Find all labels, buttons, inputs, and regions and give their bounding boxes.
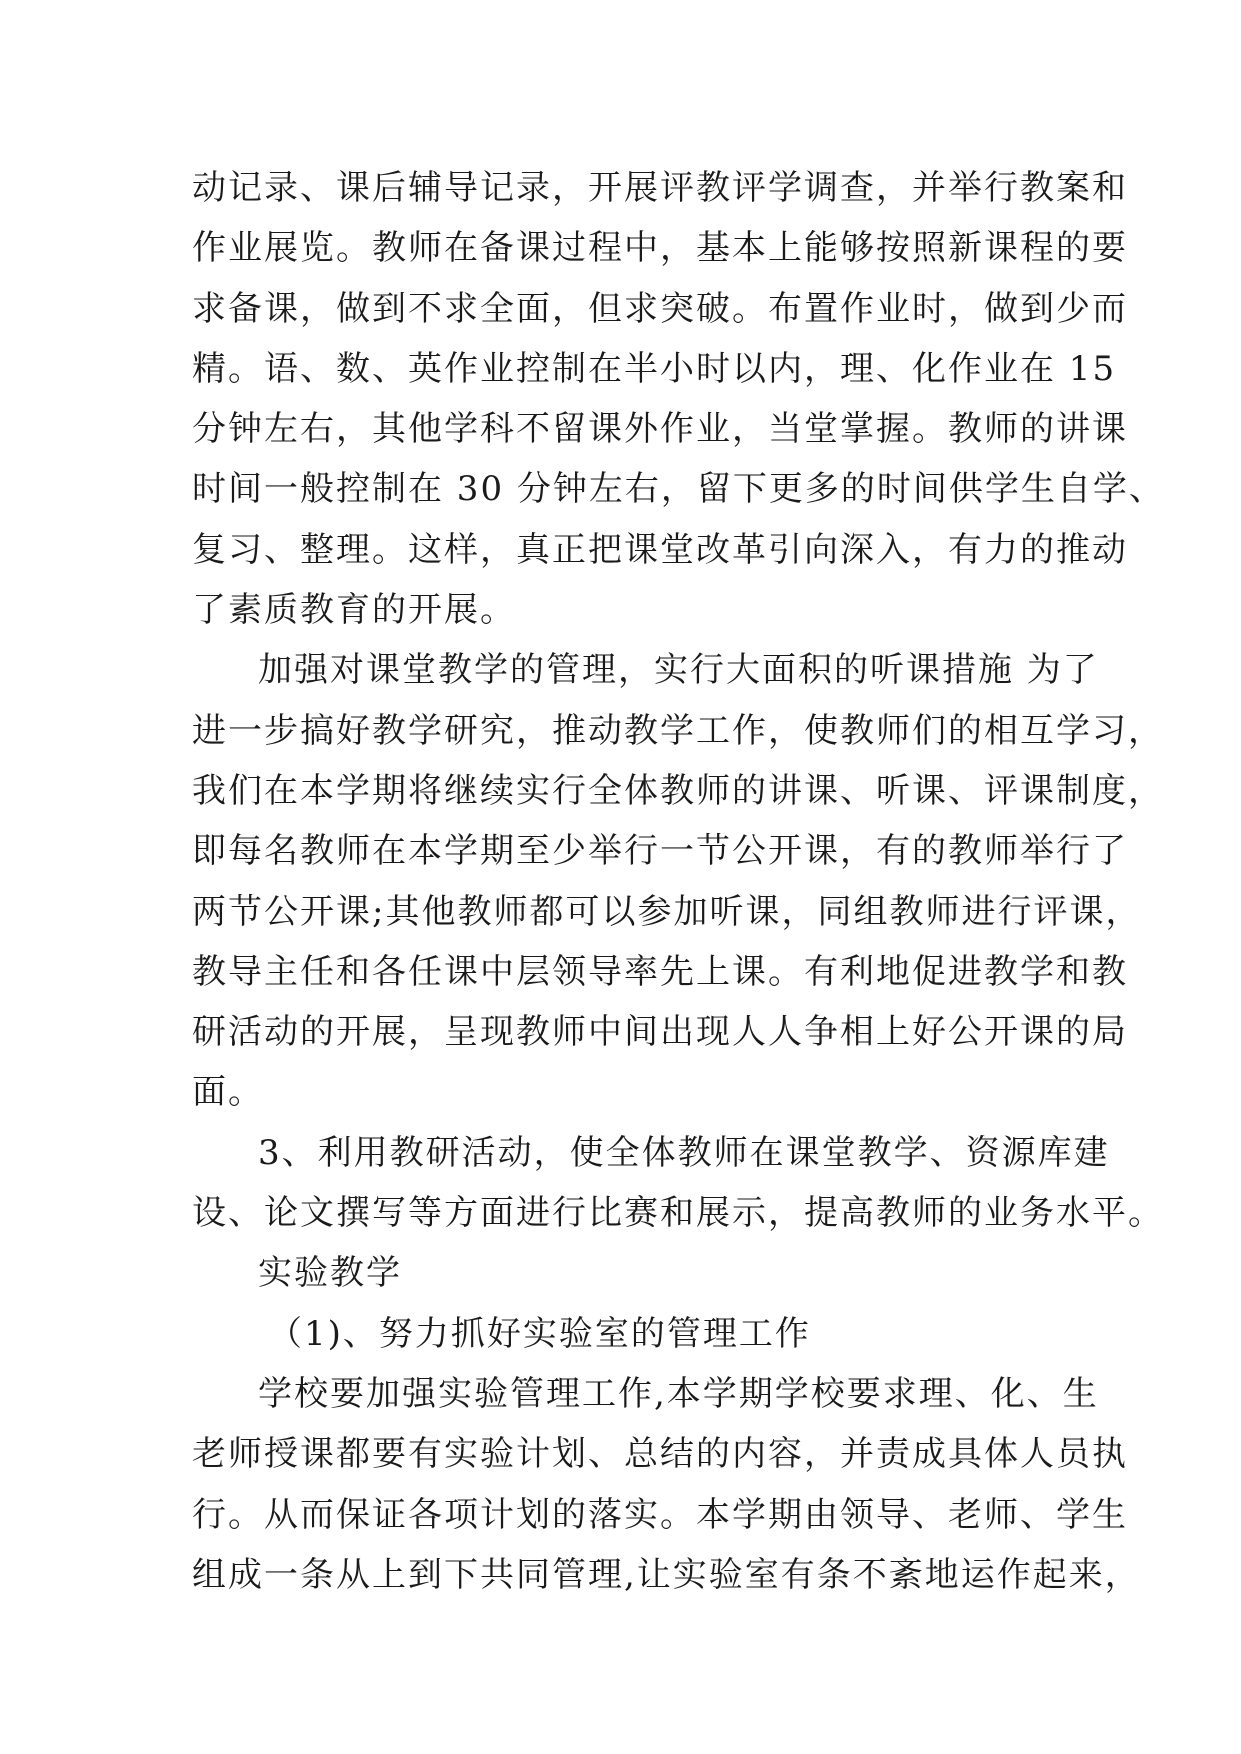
text-line: 作业展览。教师在备课过程中，基本上能够按照新课程的要 bbox=[192, 228, 1128, 269]
text-line: 进一步搞好教学研究，推动教学工作，使教师们的相互学习， bbox=[192, 710, 1164, 751]
text-line: 求备课，做到不求全面，但求突破。布置作业时，做到少而 bbox=[192, 288, 1128, 329]
document-body bbox=[192, 158, 1165, 1605]
text-line: 我们在本学期将继续实行全体教师的讲课、听课、评课制度， bbox=[192, 770, 1164, 811]
text-line: 研活动的开展，呈现教师中间出现人人争相上好公开课的局 bbox=[192, 1012, 1128, 1053]
subsection-heading: （1)、努力抓好实验室的管理工作 bbox=[268, 1313, 811, 1354]
text-line: 分钟左右，其他学科不留课外作业，当堂掌握。教师的讲课 bbox=[192, 409, 1128, 450]
text-line: 设、论文撰写等方面进行比赛和展示，提高教师的业务水平。 bbox=[192, 1193, 1164, 1234]
paragraph-start-line: 加强对课堂教学的管理，实行大面积的听课措施 为了 bbox=[258, 650, 1099, 691]
paragraph-start-line: 3、利用教研活动，使全体教师在课堂教学、资源库建 bbox=[258, 1132, 1110, 1173]
text-line: 教导主任和各任课中层领导率先上课。有利地促进教学和教 bbox=[192, 951, 1128, 992]
paragraph-start-line: 学校要加强实验管理工作,本学期学校要求理、化、生 bbox=[258, 1373, 1099, 1414]
text-line: 时间一般控制在 30 分钟左右，留下更多的时间供学生自学、 bbox=[192, 469, 1165, 510]
text-line: 即每名教师在本学期至少举行一节公开课，有的教师举行了 bbox=[192, 831, 1128, 872]
text-line: 动记录、课后辅导记录，开展评教评学调查，并举行教案和 bbox=[192, 168, 1128, 208]
text-line: 精。语、数、英作业控制在半小时以内，理、化作业在 15 bbox=[192, 348, 1117, 389]
text-line: 两节公开课;其他教师都可以参加听课，同组教师进行评课， bbox=[192, 891, 1142, 932]
section-heading: 实验教学 bbox=[258, 1253, 402, 1294]
text-line: 复习、整理。这样，真正把课堂改革引向深入，有力的推动 bbox=[192, 529, 1128, 570]
text-line: 了素质教育的开展。 bbox=[192, 590, 516, 631]
text-line: 行。从而保证各项计划的落实。本学期由领导、老师、学生 bbox=[192, 1494, 1128, 1535]
text-line: 面。 bbox=[192, 1072, 264, 1113]
text-line: 组成一条从上到下共同管理,让实验室有条不紊地运作起来， bbox=[192, 1554, 1141, 1595]
text-line: 老师授课都要有实验计划、总结的内容，并责成具体人员执 bbox=[192, 1434, 1128, 1475]
